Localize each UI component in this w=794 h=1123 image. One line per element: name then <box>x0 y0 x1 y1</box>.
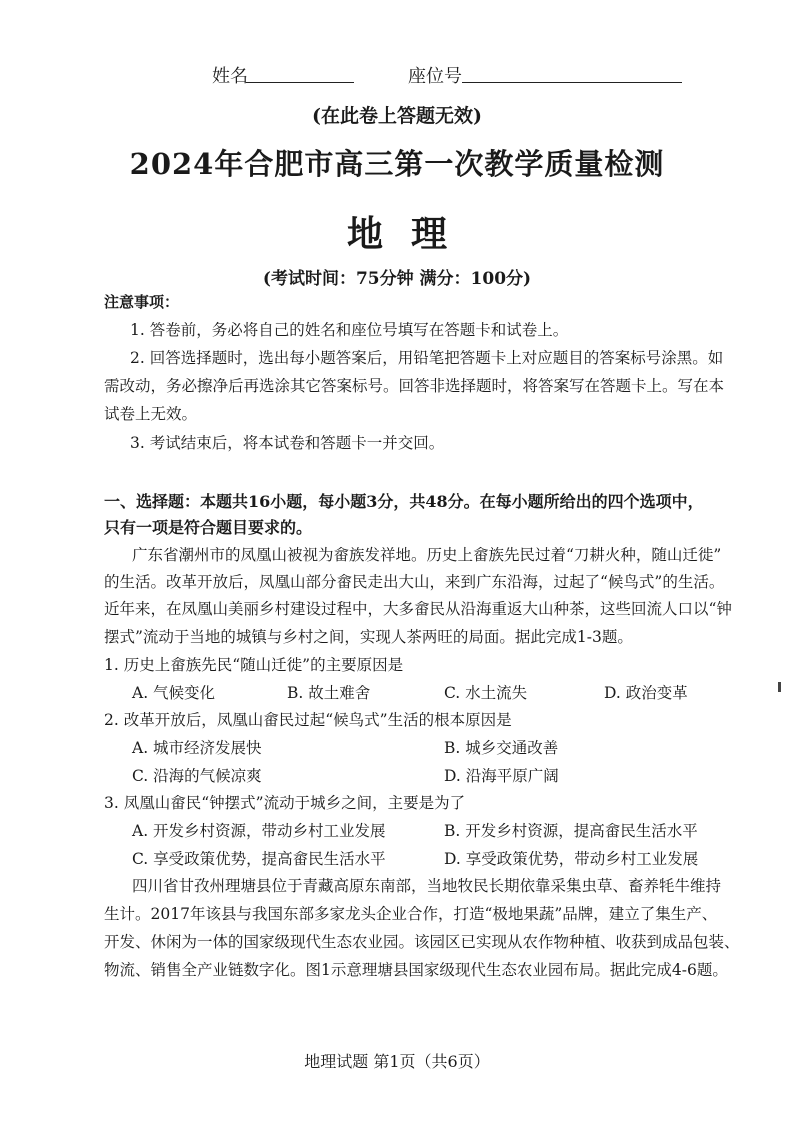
question-3-stem: 3. 凤凰山畲民“钟摆式”流动于城乡之间，主要是为了 <box>104 794 466 812</box>
name-seat-row <box>0 62 794 88</box>
question-2-option-d: D. 沿海平原广阔 <box>444 767 559 785</box>
scan-mark <box>778 682 781 692</box>
instruction-item-1: 1. 答卷前，务必将自己的姓名和座位号填写在答题卡和试卷上。 <box>130 321 569 339</box>
exam-info: (考试时间：75分钟 满分：100分) <box>262 269 532 289</box>
subject-title: 地理 <box>346 213 475 255</box>
invalid-answer-notice: (在此卷上答题无效) <box>312 105 482 127</box>
question-2-option-c: C. 沿海的气候凉爽 <box>132 767 262 785</box>
section-heading-line-1: 一、选择题：本题共16小题，每小题3分，共48分。在每小题所给出的四个选项中， <box>104 492 704 511</box>
question-2-stem: 2. 改革开放后，凤凰山畲民过起“候鸟式”生活的根本原因是 <box>104 711 512 729</box>
passage-2-line-3: 开发、休闲为一体的国家级现代生态农业园。该园区已实现从农作物种植、收获到成品包装、 <box>104 933 740 951</box>
question-3-option-c: C. 享受政策优势，提高畲民生活水平 <box>132 850 386 868</box>
question-1-option-b: B. 故土难舍 <box>287 684 371 702</box>
instructions-title: 注意事项： <box>104 293 180 311</box>
instruction-item-2-line-1: 2. 回答选择题时，选出每小题答案后，用铅笔把答题卡上对应题目的答案标号涂黑。如 <box>130 349 724 367</box>
passage-2-line-1: 四川省甘孜州理塘县位于青藏高原东南部，当地牧民长期依靠采集虫草、畜养牦牛维持 <box>132 877 722 895</box>
passage-1-line-3: 近年来，在凤凰山美丽乡村建设过程中，大多畲民从沿海重返大山种茶，这些回流人口以“钟 <box>104 600 732 618</box>
seat-number-field[interactable] <box>462 64 682 83</box>
question-1-stem: 1. 历史上畲族先民“随山迁徙”的主要原因是 <box>104 656 404 674</box>
name-label: 姓名 <box>212 66 248 87</box>
page-footer: 地理试题 第1页（共6页） <box>304 1052 490 1071</box>
instruction-item-3: 3. 考试结束后，将本试卷和答题卡一并交回。 <box>130 434 445 452</box>
question-3-option-d: D. 享受政策优势，带动乡村工业发展 <box>444 850 699 868</box>
instruction-item-2-line-2: 需改动，务必擦净后再选涂其它答案标号。回答非选择题时，将答案写在答题卡上。写在本 <box>104 377 725 395</box>
passage-1-line-1: 广东省潮州市的凤凰山被视为畲族发祥地。历史上畲族先民过着“刀耕火种，随山迁徙” <box>132 546 722 564</box>
question-1-option-d: D. 政治变革 <box>604 684 688 702</box>
exam-title: 2024年合肥市高三第一次教学质量检测 <box>129 147 665 181</box>
instruction-item-2-line-3: 试卷上无效。 <box>104 405 198 423</box>
section-heading-line-2: 只有一项是符合题目要求的。 <box>104 518 313 537</box>
question-3-option-a: A. 开发乡村资源，带动乡村工业发展 <box>132 822 386 840</box>
question-1-option-a: A. 气候变化 <box>132 684 216 702</box>
question-1-option-c: C. 水土流失 <box>444 684 528 702</box>
name-field[interactable] <box>246 64 354 83</box>
question-2-option-a: A. 城市经济发展快 <box>132 739 262 757</box>
question-2-option-b: B. 城乡交通改善 <box>444 739 559 757</box>
question-3-option-b: B. 开发乡村资源，提高畲民生活水平 <box>444 822 698 840</box>
passage-2-line-2: 生计。2017年该县与我国东部多家龙头企业合作，打造“极地果蔬”品牌，建立了集生产、 <box>104 905 718 923</box>
seat-label: 座位号 <box>408 66 462 87</box>
passage-1-line-2: 的生活。改革开放后，凤凰山部分畲民走出大山，来到广东沿海，过起了“候鸟式”的生活。 <box>104 573 725 591</box>
passage-1-line-4: 摆式”流动于当地的城镇与乡村之间，实现人茶两旺的局面。据此完成1-3题。 <box>104 628 633 646</box>
passage-2-line-4: 物流、销售全产业链数字化。图1示意理塘县国家级现代生态农业园布局。据此完成4-6题。 <box>104 961 728 979</box>
